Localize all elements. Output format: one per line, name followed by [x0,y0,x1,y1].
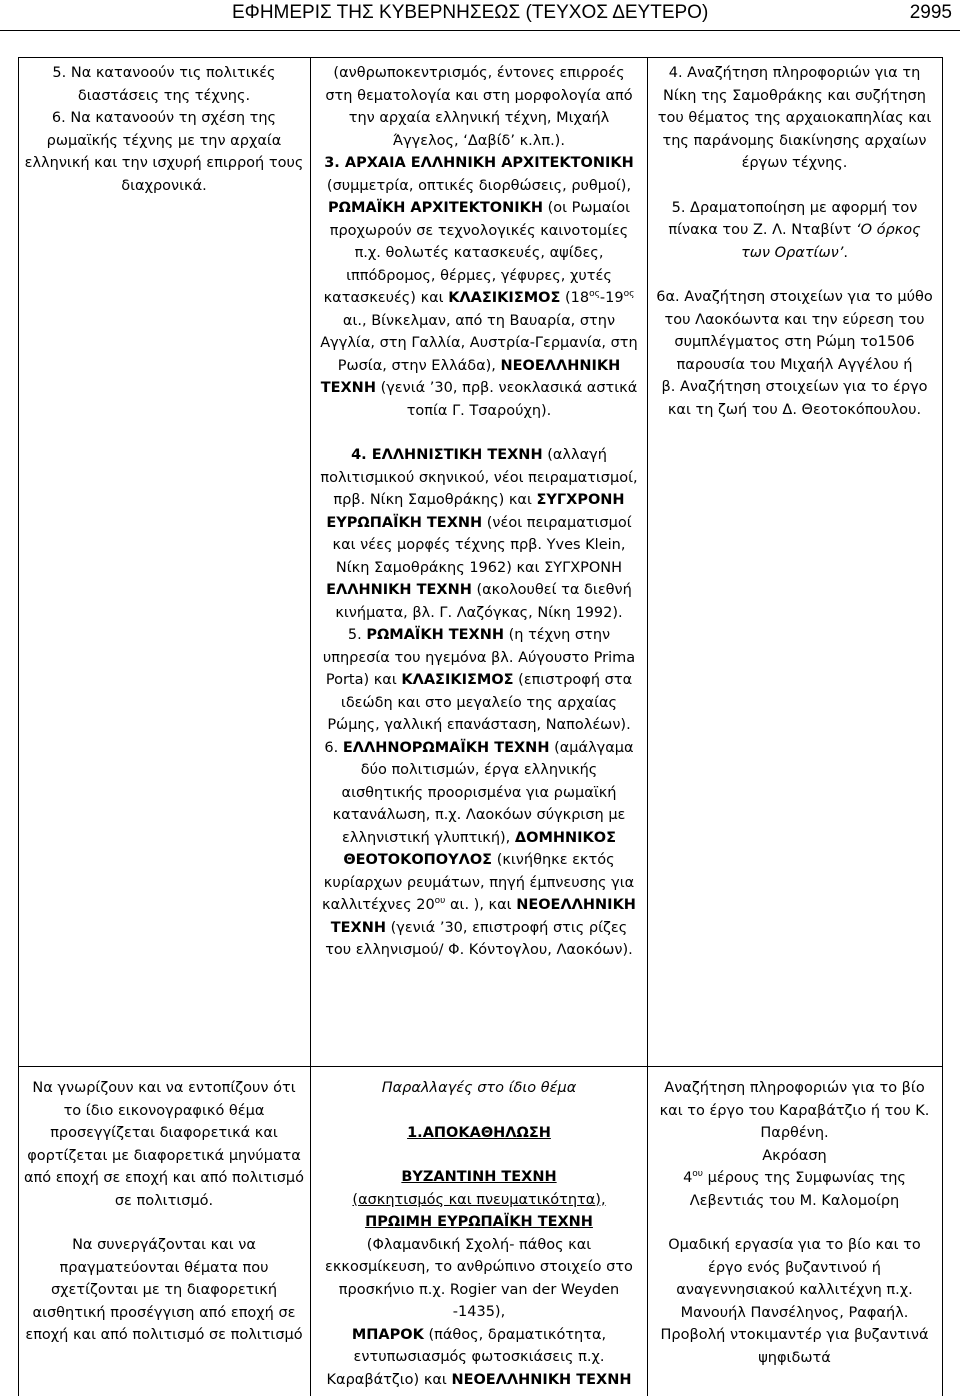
section-text: (ακολουθεί τα διεθνή κινήματα, βλ. Γ. Λαζόγκας, Νίκη 1992). [335,582,632,621]
section-heading: ΝΕΟΕΛΛΗΝΙΚΗ ΤΕΧΝΗ [330,897,636,936]
superscript: ου [692,1169,704,1180]
objective-item: Να γνωρίζουν και να εντοπίζουν ότι το ίδιο εικονογραφικό θέμα προσεγγίζεται διαφορετικά και φορτίζεται με διαφορετικά μηνύματα από εποχή σε εποχή και από πολιτισμό σε πολιτισμό. [23,1080,305,1209]
section-heading: ΡΩΜΑΪΚΗ ΤΕΧΝΗ [366,627,504,643]
section-title: Παραλλαγές στο ίδιο θέμα [381,1080,577,1096]
section-heading: ΒΥΖΑΝΤΙΝΗ ΤΕΧΝΗ [401,1169,557,1185]
content-section [318,152,640,422]
activity-item: Αναζήτηση πληροφοριών για το βίο και το έργο του Καραβάτζιο ή του Κ. Παρθένη. [659,1080,930,1141]
activity-text: μέρους της Συμφωνίας της Λεβεντιάς του Μ. Καλομοίρη [689,1170,906,1209]
section-text: (Φλαμανδική Σχολή- πάθος και εκκοσμίκευση, το ανθρώπινο στοιχείο στο προσκήνιο π.χ. Rogier van der Weyden -1435), [325,1236,633,1320]
activity-item: Ομαδική εργασία για το βίο και το έργο ενός βυζαντινού ή αναγεννησιακού καλλιτέχνη π.χ. Μανουήλ Πανσέληνος, Ραφαήλ. Προβολή ντοκιμαντέρ για βυζαντινά ψηφιδωτά [660,1237,929,1366]
content-cell [318,62,640,962]
section-heading: ΜΠΑΡΟΚ [351,1326,424,1343]
objective-item: 6. Να κατανοούν τη σχέση της ρωμαϊκής τέχνης με την αρχαία ελληνική και την ισχυρή επιρροή τους διαχρονικά. [24,110,304,194]
content-section [318,737,640,962]
section-text: αι. ), και [450,897,512,913]
section-heading: ΚΛΑΣΙΚΙΣΜΟΣ [448,290,561,306]
activity-text: 5. Δραματοποίηση με αφορμή τον πίνακα του Ζ. Λ. Νταβίντ [668,199,918,238]
content-cell [318,1077,640,1391]
section-text: (οι Ρωμαίοι προχωρούν σε τεχνολογικές καινοτομίες π.χ. θολωτές κατασκευές, αψίδες, ιππόδρομος, θέρμες, γέφυρες, χυτές κατασκευές) και [323,200,630,306]
section-number: 5. [347,627,362,643]
section-heading: ΔΟΜΗΝΙΚΟΣ ΘΕΟΤΟΚΟΠΟΥΛΟΣ [343,829,617,868]
activity-item [652,197,937,265]
section-heading: ΠΡΩΙΜΗ ΕΥΡΩΠΑΪΚΗ ΤΕΧΝΗ [365,1214,593,1230]
objectives-cell [22,62,306,197]
section-text: (συμμετρία, οπτικές διορθώσεις, ρυθμοί), [326,177,632,194]
table-column-divider [647,57,648,1396]
section-text: (αλλαγή πολιτισμικού σκηνικού, νέοι πειραματισμοί, πρβ. Νίκη Σαμοθράκης) και [320,447,638,508]
section-text: (18 [565,290,590,306]
section-text: (ασκητισμός και πνευματικότητα), [352,1191,606,1208]
section-heading: 4. ΕΛΛΗΝΙΣΤΙΚΗ ΤΕΧΝΗ [351,447,543,463]
section-heading: ΕΛΛΗΝΙΚΗ ΤΕΧΝΗ [326,582,472,598]
table-right-border [942,57,943,1396]
section-heading: ΚΛΑΣΙΚΙΣΜΟΣ [401,672,514,688]
table-top-border [18,57,942,58]
superscript: ος [623,289,635,300]
content-paragraph: (ανθρωποκεντρισμός, έντονες επιρροές στη θεματολογία και στη μορφολογία από την αρχαία ελληνική τέχνη, Μιχαήλ Άγγελος, ‘Δαβίδ’ κ.λπ.). [325,65,633,149]
activity-text: . [843,244,848,261]
activities-cell [652,1077,937,1369]
content-section [318,444,640,624]
objectives-cell [22,1077,306,1347]
superscript: ος [589,289,600,300]
section-text: (η τέχνη στην υπηρεσία του ηγεμόνα βλ. Αύγουστο Prima Porta) και [322,627,636,688]
section-heading: ΝΕΟΕΛΛΗΝΙΚΗ ΤΕΧΝΗ [451,1371,632,1388]
content-section [318,1324,640,1392]
objective-item: 5. Να κατανοούν τις πολιτικές διαστάσεις της τέχνης. [52,65,276,104]
section-heading: 3. ΑΡΧΑΙΑ ΕΛΛΗΝΙΚΗ ΑΡΧΙΤΕΚΤΟΝΙΚΗ [324,155,634,171]
table-row-divider [18,1066,942,1067]
activity-item [652,1167,937,1212]
section-heading: ΡΩΜΑΪΚΗ ΑΡΧΙΤΕΚΤΟΝΙΚΗ [327,200,543,216]
activity-item: 6α. Αναζήτηση στοιχείων για το μύθο του Λαοκόωντα και την εύρεση του συμπλέγματος στη Ρώμη το1506 παρουσία του Μιχαήλ Αγγέλου ή [656,289,933,373]
objective-item: Να συνεργάζονται και να πραγματεύονται θέματα που σχετίζονται με τη διαφορετική αισθητική προσέγγιση από εποχή σε εποχή και από πολιτισμό σε πολιτισμό [25,1237,303,1343]
section-text: (πάθος, δραματικότητα, εντυπωσιασμός φωτοσκιάσεις π.χ. Καραβάτζιο) και [326,1326,607,1388]
page-number: 2995 [909,2,952,23]
table-left-border [18,57,19,1396]
artwork-title: ‘Ο όρκος των Ορατίων’ [741,222,921,261]
activities-cell [652,62,937,421]
section-subtitle: 1.ΑΠΟΚΑΘΗΛΩΣΗ [407,1124,551,1141]
section-text: (επιστροφή στα ιδεώδη και στο μεγαλείο της αρχαίας Ρώμης, γαλλική επανάσταση, Ναπολέων). [327,672,633,733]
section-heading: ΕΛΛΗΝΟΡΩΜΑΪΚΗ ΤΕΧΝΗ [342,739,550,756]
superscript: ου [434,896,446,907]
section-text: (γενιά ’30, πρβ. νεοκλασικά αστικά τοπία Γ. Τσαρούχη). [380,380,638,419]
section-text: -19 [599,290,624,306]
section-text: (γενιά ’30, επιστροφή στις ρίζες του ελληνισμού/ Φ. Κόντογλου, Λαοκόων). [325,919,633,958]
section-number: 6. [324,739,339,756]
table-column-divider [310,57,311,1396]
section-heading: ΣΥΓΧΡΟΝΗ ΕΥΡΩΠΑΪΚΗ ΤΕΧΝΗ [326,492,625,531]
page-header [0,0,960,31]
activity-item: β. Αναζήτηση στοιχείων για το έργο και τη ζωή του Δ. Θεοτοκόπουλου. [661,379,928,418]
activity-item: Ακρόαση [762,1147,827,1164]
section-text: (αμάλγαμα δύο πολιτισμών, έργα ελληνικής αισθητικής προορισμένα για ρωμαϊκή κατανάλωση, π.χ. Λαοκόων σύγκριση με ελληνιστική γλυπτική), [332,739,634,846]
gazette-title: ΕΦΗΜΕΡΙΣ ΤΗΣ ΚΥΒΕΡΝΗΣΕΩΣ (ΤΕΥΧΟΣ ΔΕΥΤΕΡΟ) [232,2,709,23]
section-text: (κινήθηκε εκτός κυρίαρχων ρευμάτων, πηγή έμπνευσης για καλλιτέχνες 20 [322,852,635,913]
section-text: (νέοι πειραματισμοί και νέες μορφές τέχνης πρβ. Yves Klein, Νίκη Σαμοθράκης 1962) και ΣΥΓΧΡΟΝΗ [332,514,632,576]
section-text: αι., Βίνκελμαν, από τη Βαυαρία, στην Αγγλία, στη Γαλλία, Αυστρία-Γερμανία, στη Ρωσία, στην Ελλάδα), [320,312,638,374]
activity-text: 4 [683,1170,693,1186]
content-section [318,624,640,737]
section-heading: ΝΕΟΕΛΛΗΝΙΚΗ ΤΕΧΝΗ [320,357,621,396]
activity-item: 4. Αναζήτηση πληροφοριών για τη Νίκη της Σαμοθράκης και συζήτηση του θέματος της αρχαιοκαπηλίας και της παράνομης διακίνησης αρχαίων έργων τέχνης. [657,65,932,171]
